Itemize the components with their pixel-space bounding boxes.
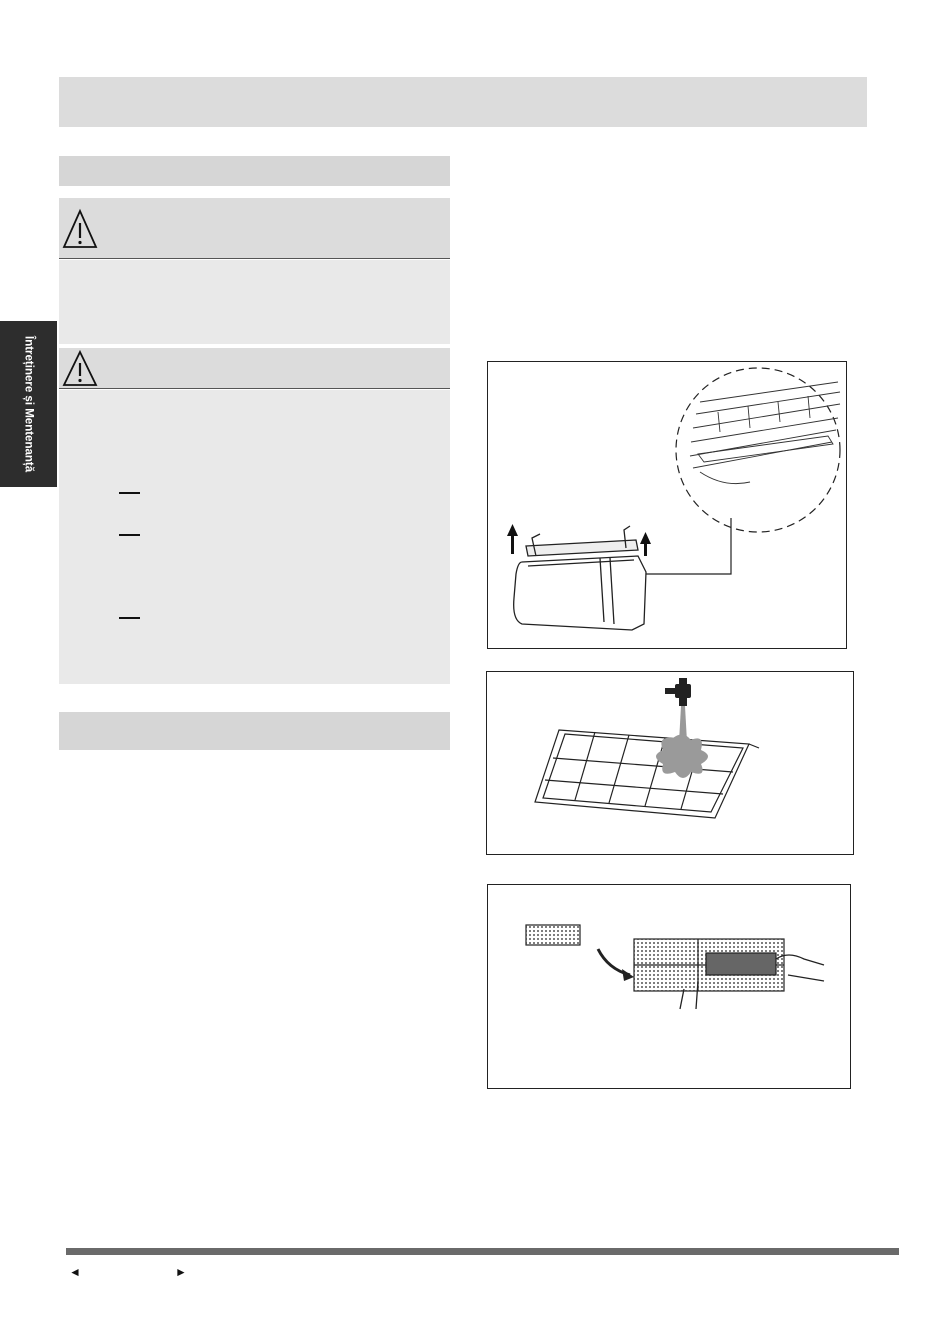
section-header-bar: [59, 712, 450, 750]
figure-install-filter: [487, 884, 851, 1089]
figure-remove-filter: [487, 361, 847, 649]
previous-page-button[interactable]: ◄: [69, 1265, 81, 1279]
caution-body: [59, 390, 450, 684]
list-dash: [119, 617, 140, 619]
warning-body: [59, 260, 450, 344]
faucet-icon: [665, 678, 691, 706]
list-dash: [119, 492, 140, 494]
next-page-button[interactable]: ►: [175, 1265, 187, 1279]
section-header-bar: [59, 156, 450, 186]
warning-header: [59, 198, 450, 259]
caution-header: [59, 348, 450, 389]
footer-rule: [66, 1248, 899, 1255]
list-dash: [119, 534, 140, 536]
side-tab-label: Întreținere și Mentenanță: [22, 335, 35, 473]
figure-wash-filter: [486, 671, 854, 855]
page-title-bar: [59, 77, 867, 127]
warning-triangle-icon: [62, 348, 98, 393]
chapter-side-tab[interactable]: [0, 321, 57, 487]
warning-triangle-icon: [62, 201, 98, 256]
